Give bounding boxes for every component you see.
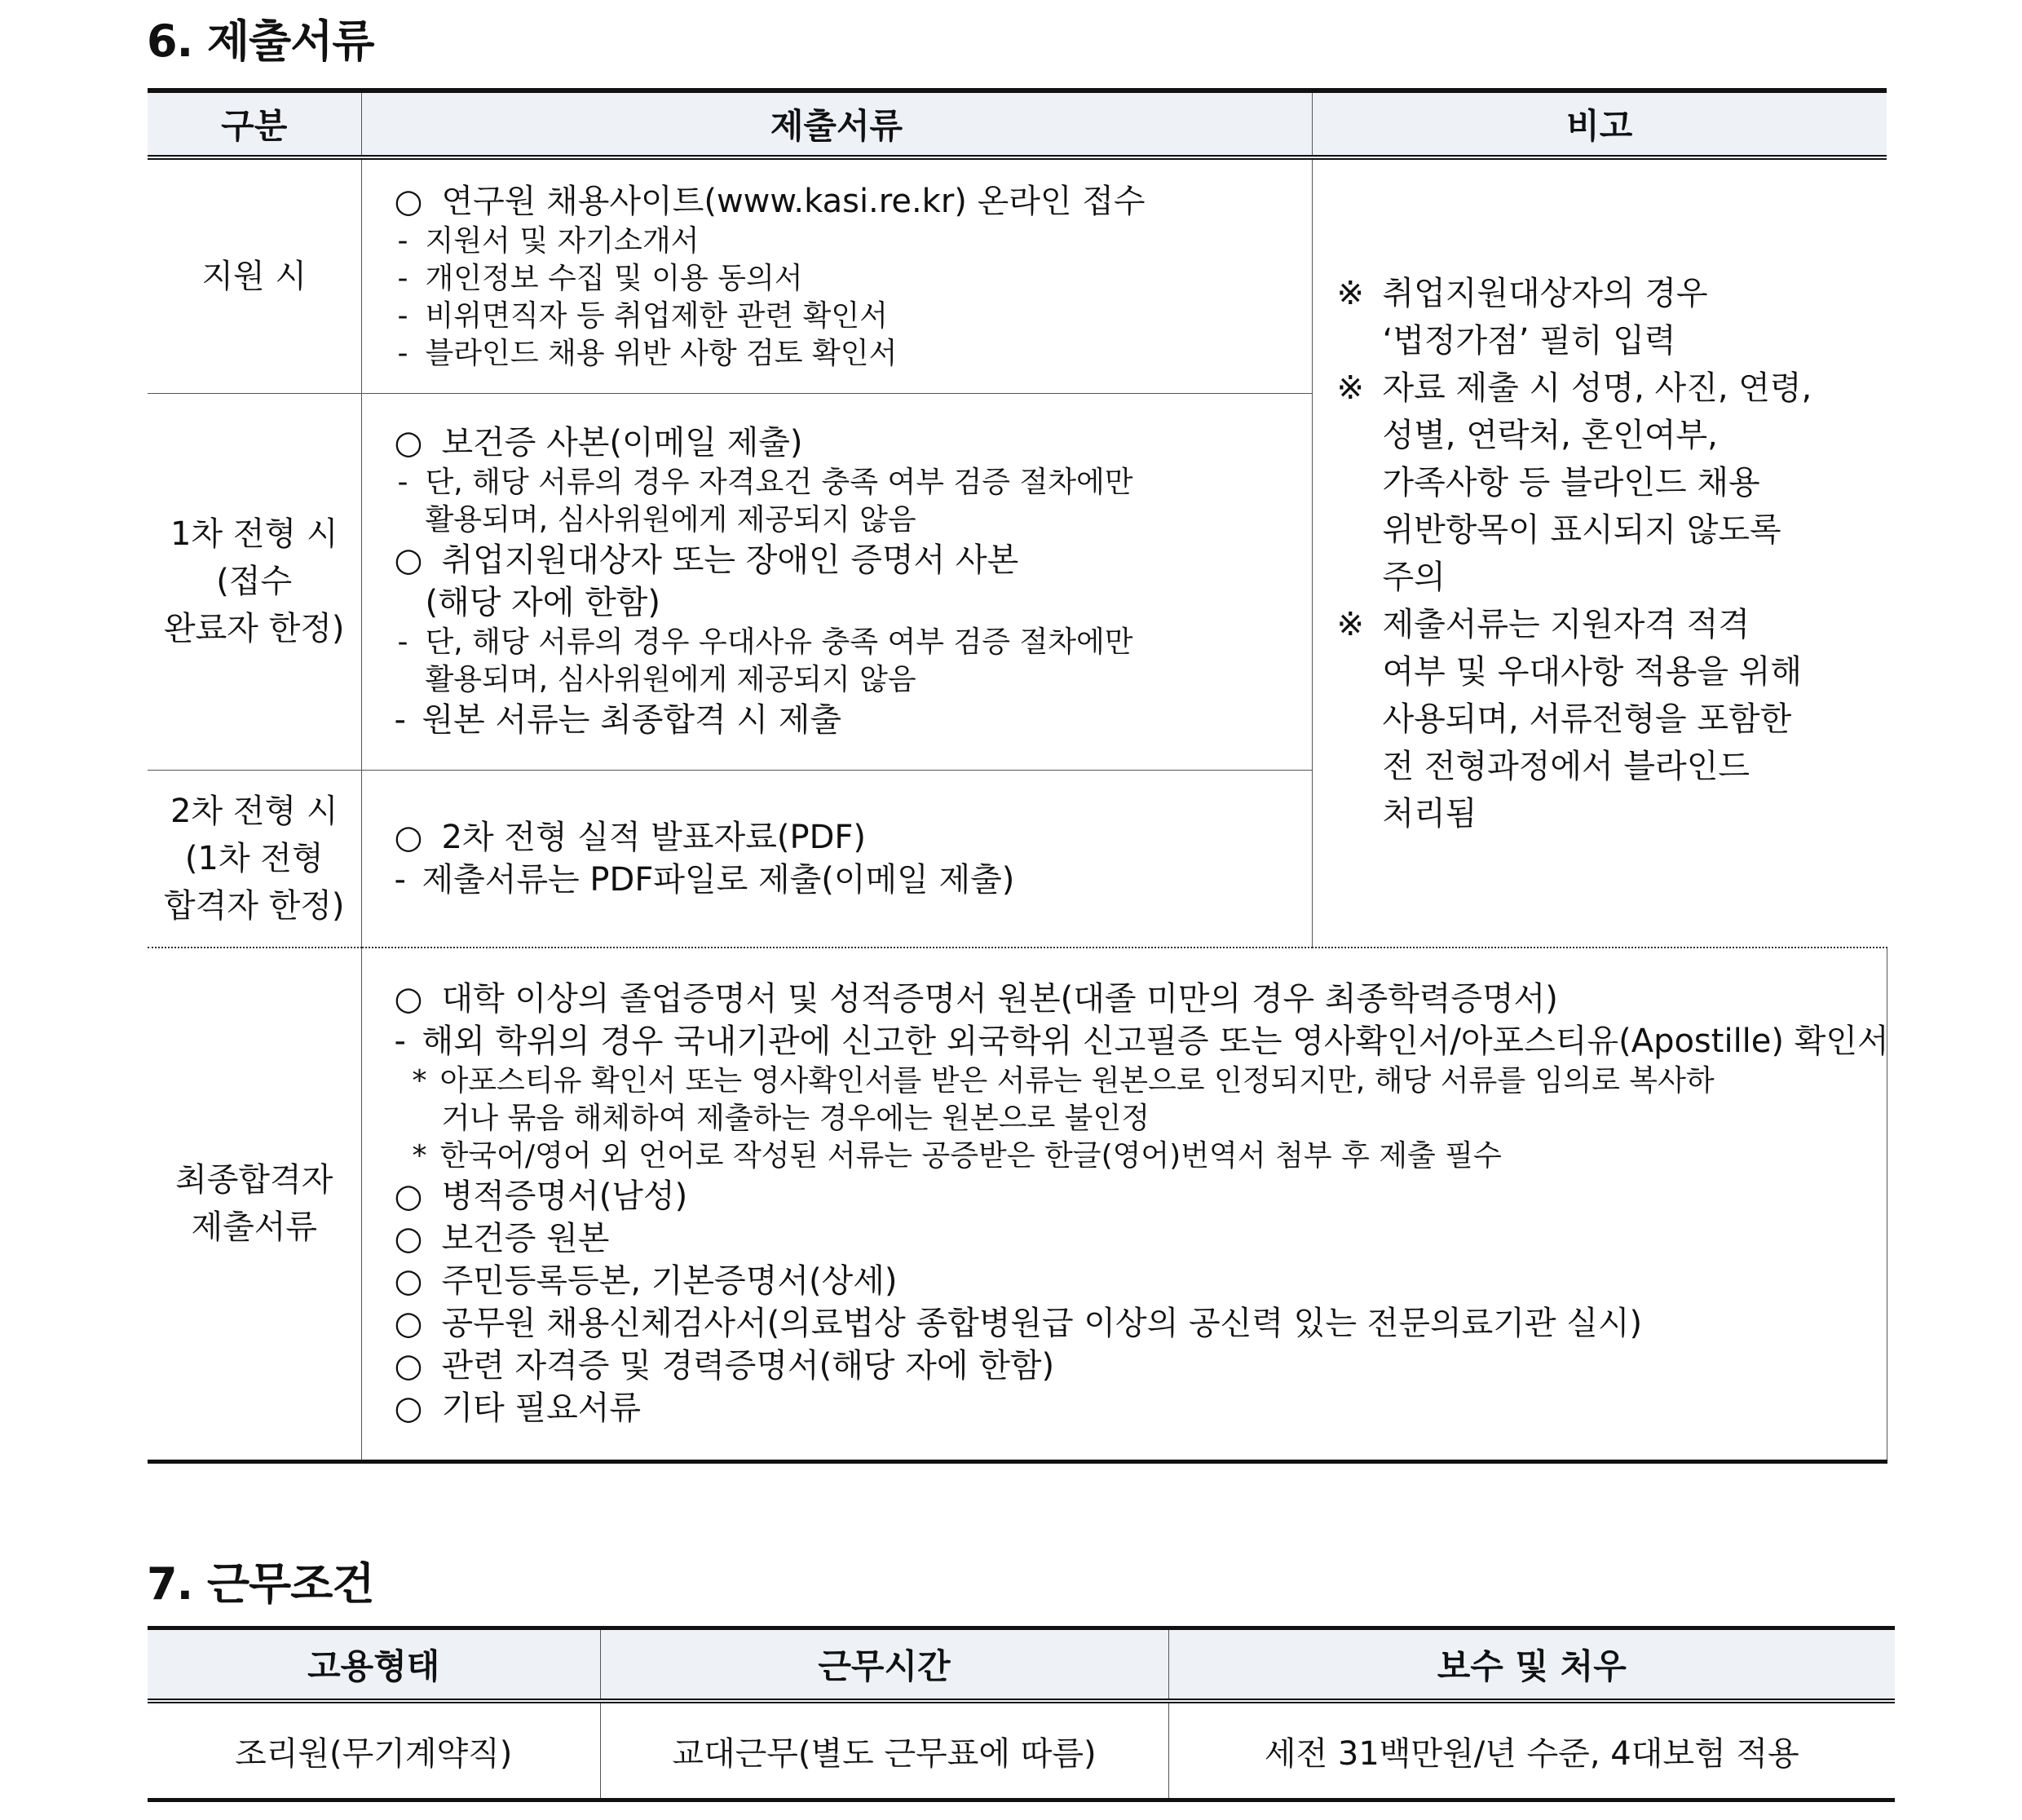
document-item-text: 해외 학위의 경우 국내기관에 신고한 외국학위 신고필증 또는 영사확인서/아포스티유(Apostille) 확인서: [422, 1023, 1889, 1061]
table-row: [148, 1701, 1895, 1800]
document-item-text: 거나 묶음 해체하여 제출하는 경우에는 원본으로 불인정: [441, 1102, 1150, 1136]
bullet-dash: -: [397, 261, 408, 295]
document-item: [395, 1100, 1879, 1138]
document-item: [395, 260, 1304, 298]
bullet-dash: -: [397, 466, 408, 499]
document-list: [361, 393, 1312, 770]
column-header: 구분: [148, 91, 361, 157]
bullet-dash: -: [397, 336, 408, 370]
bullet-circle: ○: [394, 1220, 423, 1258]
document-item-text: 한국어/영어 외 언어로 작성된 서류는 공증받은 한글(영어)번역서 첨부 후 제출 필수: [439, 1139, 1502, 1173]
work-conditions-table: [148, 1626, 1895, 1802]
reference-mark-icon: ※: [1336, 274, 1365, 312]
bullet-circle: ○: [394, 424, 423, 462]
table-header-row: [148, 91, 1887, 157]
document-item-text: 단, 해당 서류의 경우 우대사유 충족 여부 검증 절차에만: [425, 625, 1133, 659]
remark-item: [1337, 364, 1871, 601]
column-header: 제출서류: [361, 91, 1312, 157]
document-item: [395, 1138, 1879, 1175]
document-list: [361, 948, 1887, 1461]
document-item-text: 활용되며, 심사위원에게 제공되지 않음: [425, 663, 916, 696]
document-item: [395, 859, 1304, 901]
document-item: [395, 422, 1304, 464]
bullet-circle: ○: [394, 1305, 423, 1343]
document-item: [395, 335, 1304, 373]
document-item: [395, 1302, 1879, 1345]
document-item-text: 블라인드 채용 위반 사항 검토 확인서: [425, 336, 898, 370]
section-title-work-conditions: 7. 근무조건: [147, 1558, 374, 1610]
document-item: [395, 1217, 1879, 1260]
bullet-circle: ○: [394, 1389, 423, 1428]
remark-text: 취업지원대상자의 경우 ‘법정가점’ 필히 입력: [1382, 274, 1708, 360]
bullet-dash: -: [394, 1023, 406, 1061]
bullet-asterisk: *: [412, 1064, 427, 1098]
document-item: [395, 501, 1304, 539]
document-item: [395, 180, 1304, 223]
document-item-text: 기타 필요서류: [441, 1389, 642, 1428]
column-header: 보수 및 처우: [1168, 1628, 1895, 1702]
document-item: [395, 581, 1304, 624]
document-item: [395, 539, 1304, 581]
document-item: [395, 1260, 1879, 1302]
reference-mark-icon: ※: [1336, 369, 1365, 407]
document-item: [395, 1062, 1879, 1100]
table-header-row: [148, 1628, 1895, 1702]
document-item-text: 지원서 및 자기소개서: [425, 223, 700, 258]
remark-item: [1337, 270, 1871, 364]
bullet-circle: ○: [394, 980, 423, 1018]
document-item-text: 2차 전형 실적 발표자료(PDF): [441, 818, 866, 856]
bullet-dash: -: [394, 701, 406, 739]
document-list: [361, 157, 1312, 393]
document-item: [394, 1020, 1889, 1062]
row-category: 최종합격자 제출서류: [148, 948, 361, 1461]
bullet-dash: -: [397, 223, 408, 258]
bullet-circle: ○: [394, 182, 423, 220]
row-category: 지원 시: [148, 157, 361, 393]
document-item-text: 아포스티유 확인서 또는 영사확인서를 받은 서류는 원본으로 인정되지만, 해당 서류를 임의로 복사하: [439, 1064, 1715, 1098]
column-header: 근무시간: [600, 1628, 1168, 1702]
document-list: [361, 770, 1312, 948]
document-item-text: 활용되며, 심사위원에게 제공되지 않음: [425, 503, 916, 537]
document-item-text: 주민등록등본, 기본증명서(상세): [441, 1262, 898, 1301]
document-item-text: 공무원 채용신체검사서(의료법상 종합병원급 이상의 공신력 있는 전문의료기관 실시): [441, 1305, 1643, 1343]
document-item-text: 관련 자격증 및 경력증명서(해당 자에 한함): [441, 1347, 1055, 1385]
bullet-dash: -: [394, 860, 406, 899]
document-item-text: (해당 자에 한함): [425, 584, 660, 621]
bullet-circle: ○: [394, 1262, 423, 1301]
remark-text: 자료 제출 시 성명, 사진, 연령, 성별, 연락처, 혼인여부, 가족사항 등 블라인드 채용 위반항목이 표시되지 않도록 주의: [1382, 369, 1812, 596]
document-item-text: 연구원 채용사이트(www.kasi.re.kr) 온라인 접수: [441, 182, 1146, 220]
documents-table: [148, 88, 1887, 1464]
bullet-circle: ○: [394, 818, 423, 856]
remark-item: [1337, 601, 1871, 837]
column-header: 고용형태: [148, 1628, 600, 1702]
employment-type: 조리원(무기계약직): [148, 1701, 600, 1800]
document-item: [395, 223, 1304, 260]
document-item: [395, 816, 1304, 859]
document-item-text: 비위면직자 등 취업제한 관련 확인서: [425, 298, 888, 333]
compensation: 세전 31백만원/년 수준, 4대보험 적용: [1168, 1701, 1895, 1800]
document-item: [395, 464, 1304, 501]
document-item-text: 제출서류는 PDF파일로 제출(이메일 제출): [422, 860, 1015, 899]
row-category: 1차 전형 시 (접수 완료자 한정): [148, 393, 361, 770]
section-title-documents: 6. 제출서류: [147, 15, 374, 67]
bullet-circle: ○: [394, 1347, 423, 1385]
document-item-text: 단, 해당 서류의 경우 자격요건 충족 여부 검증 절차에만: [425, 466, 1133, 499]
bullet-circle: ○: [394, 1177, 423, 1216]
document-item-text: 보건증 원본: [441, 1220, 610, 1258]
table-row: [148, 157, 1887, 393]
working-hours: 교대근무(별도 근무표에 따름): [600, 1701, 1168, 1800]
document-item: [395, 699, 1304, 741]
document-item: [395, 624, 1304, 661]
document-item: [395, 978, 1879, 1020]
column-header: 비고: [1312, 91, 1887, 157]
reference-mark-icon: ※: [1336, 605, 1365, 643]
remarks-cell: [1312, 157, 1887, 948]
row-category: 2차 전형 시 (1차 전형 합격자 한정): [148, 770, 361, 948]
document-item: [395, 1345, 1879, 1387]
bullet-dash: -: [397, 625, 408, 659]
document-item: [395, 1175, 1879, 1217]
document-item-text: 개인정보 수집 및 이용 동의서: [425, 261, 803, 295]
document-item-text: 원본 서류는 최종합격 시 제출: [422, 701, 842, 739]
document-item-text: 보건증 사본(이메일 제출): [441, 424, 803, 462]
document-item: [395, 1387, 1879, 1429]
document-item-text: 대학 이상의 졸업증명서 및 성적증명서 원본(대졸 미만의 경우 최종학력증명서): [441, 980, 1558, 1018]
bullet-dash: -: [397, 298, 408, 333]
bullet-asterisk: *: [412, 1139, 427, 1173]
bullet-circle: ○: [394, 541, 423, 579]
document-item: [395, 661, 1304, 699]
table-row: [148, 948, 1887, 1461]
document-item-text: 병적증명서(남성): [441, 1177, 688, 1216]
remark-text: 제출서류는 지원자격 적격 여부 및 우대사항 적용을 위해 사용되며, 서류전형을 포함한 전 전형과정에서 블라인드 처리됨: [1382, 605, 1803, 833]
document-item-text: 취업지원대상자 또는 장애인 증명서 사본: [441, 541, 1019, 579]
document-item: [395, 298, 1304, 335]
